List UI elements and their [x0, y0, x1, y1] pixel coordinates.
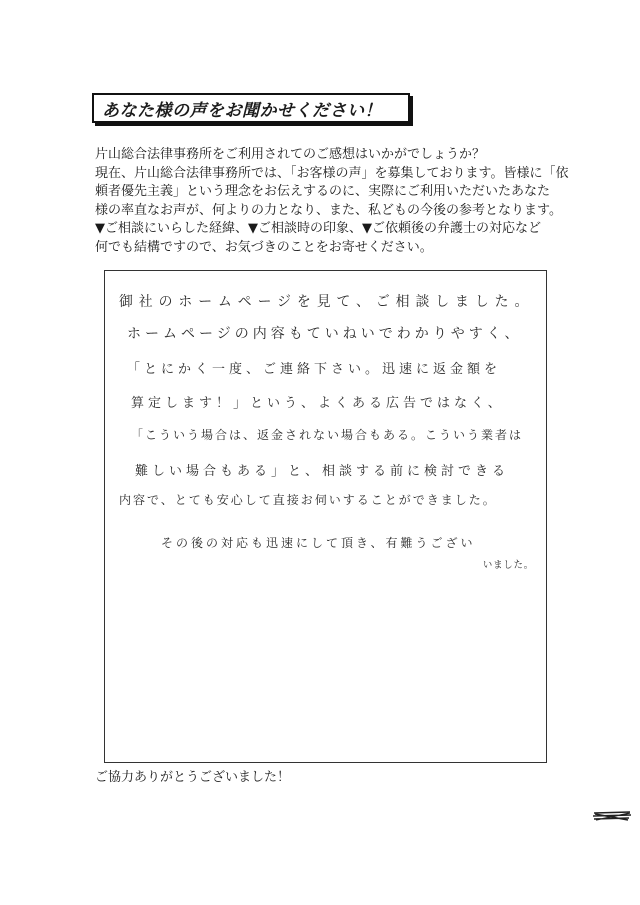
page-title-text: あなた様の声をお聞かせください！	[102, 100, 382, 121]
letter-line: 「とにかく一度、ご連絡下さい。迅速に返金額を	[127, 362, 502, 377]
letter-line: ホームページの内容もていねいでわかりやすく、	[127, 326, 523, 342]
letter-line: その後の対応も迅速にして頂き、有難うござい	[161, 536, 476, 550]
intro-text	[95, 146, 569, 258]
letter-line: 御社のホームページを見て、ご相談しました。	[119, 294, 535, 310]
intro-line: 片山総合法律事務所をご利用されてのご感想はいかがでしょうか？	[95, 147, 486, 162]
letter-line: いました。	[483, 560, 534, 571]
intro-line: 様の率直なお声が、何よりの力となり、また、私どもの今後の参考となります。	[95, 202, 562, 218]
scribble-correction	[592, 809, 632, 823]
letter-line: 難しい場合もある」と、相談する前に検討できる	[135, 464, 510, 479]
letter-line: 内容で、とても安心して直接お伺いすることができました。	[119, 493, 497, 507]
intro-line: ▼ご相談にいらした経緯、▼ご相談時の印象、▼ご依頼後の弁護士の対応など	[95, 221, 541, 237]
letter-line: 算定します！」という、よくある広告ではなく、	[131, 396, 505, 411]
handwritten-letter-box	[104, 270, 547, 763]
page-title	[92, 93, 410, 123]
intro-line: 何でも結構ですので、お気づきのことをお寄せください。	[95, 239, 433, 255]
letter-line: 「こういう場合は、返金されない場合もある。こういう業者は	[131, 428, 524, 442]
intro-line: 頼者優先主義」という理念をお伝えするのに、実際にご利用いただいたあなた	[95, 184, 551, 200]
closing-message: ご協力ありがとうございました！	[95, 770, 291, 785]
intro-line: 現在、片山総合法律事務所では、「お客様の声」を募集しております。皆様に「依	[95, 165, 569, 181]
